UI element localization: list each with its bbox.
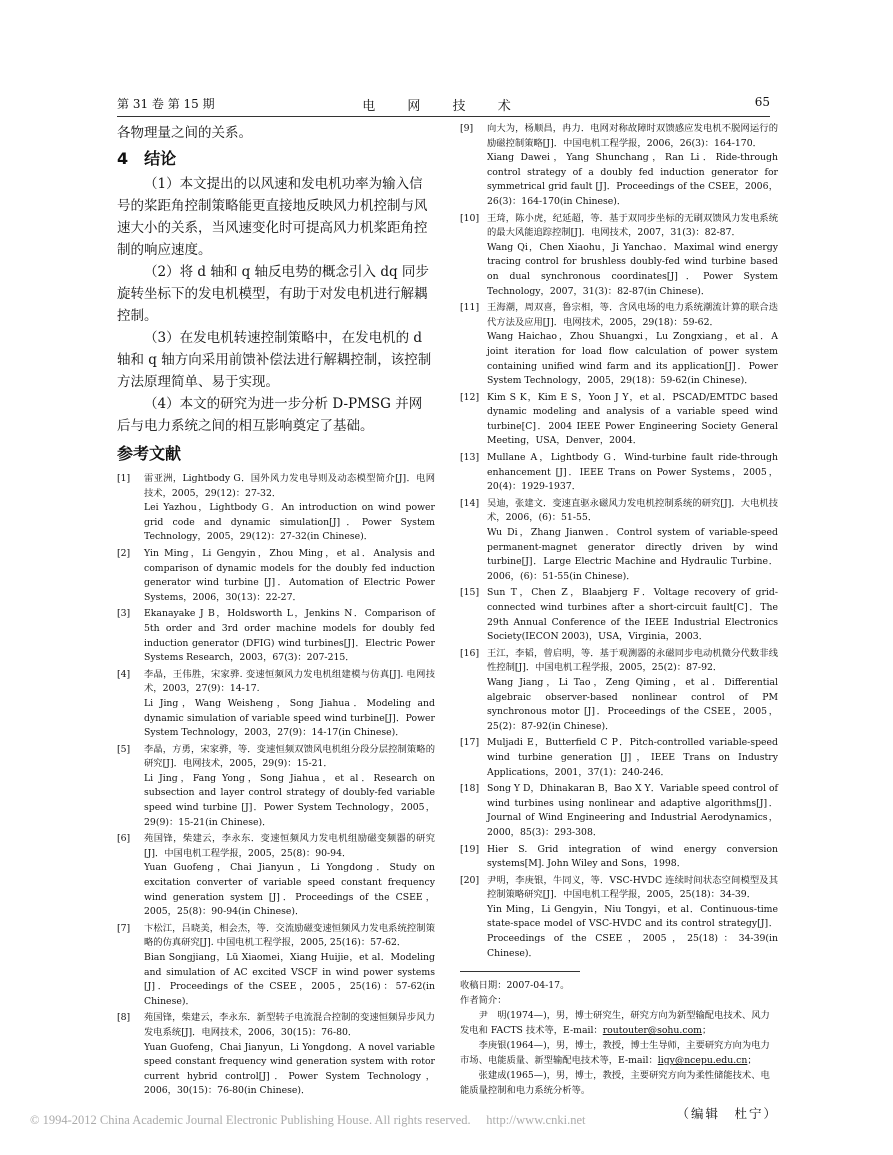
notes-divider xyxy=(460,971,580,972)
authors-label: 作者简介： xyxy=(460,995,507,1007)
reference-item xyxy=(117,472,435,545)
page-header xyxy=(117,95,770,115)
reference-text: 卞松江，吕晓美，相会杰，等．交流励磁变速恒频风力发电系统控制策略的仿真研究[J]. 中国电机工程学报，2005, 25(16)：57-62． xyxy=(144,922,435,949)
reference-number: [13] xyxy=(460,452,480,464)
reference-item xyxy=(460,122,778,210)
issue-info: 第 31 卷 第 15 期 xyxy=(117,97,215,111)
reference-text: 李晶，王伟胜，宋家骅. 变速恒频风力发电机组建模与仿真[J]. 电网技术，2003，27(9)：14-17. xyxy=(144,668,435,695)
reference-text: Wu Di，Zhang Jianwen．Control system of variable-speed permanent-magnet generator directly driven by wind turbine[J]．Large Electric Machine and Hydraulic Turbine．2006，(6)：51-55(in Chinese)． xyxy=(487,527,778,582)
references-title: 参考文献 xyxy=(117,444,182,463)
reference-item xyxy=(460,391,778,449)
reference-text: Bian Songjiang，Lü Xiaomei，Xiang Huijie，et al．Modeling and simulation of AC excited VSCF in wind power systems [J]．Proceedings of the CSEE，2005，25(16)：57-62(in Chinese)． xyxy=(144,952,435,1007)
author-bio-1-end: ； xyxy=(701,1025,712,1037)
reference-number: [9] xyxy=(460,123,474,134)
reference-text: Li Jing，Wang Weisheng，Song Jiahua．Modeling and dynamic simulation of variable speed wind turbine[J]．Power System Technology，2003，27(9)：14-17(in Chinese)． xyxy=(144,697,435,739)
editor-credit: （编辑 杜宁） xyxy=(676,1106,778,1122)
reference-number: [11] xyxy=(460,302,480,314)
author-email-1[interactable]: routouter@sohu.com xyxy=(602,1025,702,1037)
reference-text: 吴迪，张建文．变速直驱永磁风力发电机控制系统的研究[J]．大电机技术，2006，(6)：51-55． xyxy=(487,497,778,524)
author-email-2[interactable]: ligy@ncepu.edu.cn xyxy=(657,1055,748,1067)
right-column xyxy=(460,122,778,1122)
reference-item xyxy=(460,497,778,585)
reference-item xyxy=(117,668,435,741)
reference-text: Ekanayake J B，Holdsworth L，Jenkins N．Comparison of 5th order and 3rd order machine models for doubly fed induction generator (DFIG) wind turbines[J]．Electric Power Systems Research，2003，67(3)：207-215． xyxy=(144,608,435,664)
author-bio-2-end: ； xyxy=(747,1055,757,1067)
conclusion-2: （2）将 d 轴和 q 轴反电势的概念引入 dq 同步旋转坐标下的发电机模型，有助于对发电机进行解耦控制。 xyxy=(117,264,429,324)
reference-item xyxy=(117,922,435,1010)
reference-number: [18] xyxy=(460,783,480,795)
journal-name: 电 网 技 术 xyxy=(362,99,525,114)
reference-item xyxy=(460,212,778,300)
reference-text: Song Y D，Dhinakaran B，Bao X Y．Variable speed control of wind turbines using nonlinear and adaptive algorithms[J]．Journal of Wind Engineering and Industrial Aerodynamics，2000，85(3)：293-308． xyxy=(487,783,778,838)
page-number: 65 xyxy=(754,95,770,109)
reference-number: [15] xyxy=(460,587,480,599)
header-rule xyxy=(117,116,770,117)
reference-text: Yuan Guofeng，Chai Jianyun，Li Yongdong．A novel variable speed constant frequency wind generation system with rotor current hybrid control[J]．Power System Technology，2006，30(15)：76-80(in Chinese)． xyxy=(144,1041,435,1097)
reference-item xyxy=(460,586,778,644)
reference-number: [3] xyxy=(117,608,131,620)
reference-text: 王海潮，周双喜，鲁宗相，等．含风电场的电力系统潮流计算的联合迭代方法及应用[J]．电网技术，2005，29(18)：59-62． xyxy=(487,302,778,328)
left-column xyxy=(117,122,435,1101)
reference-text: 苑国锋，柴建云，李永东．新型转子电流混合控制的变速恒频异步风力发电系统[J]．电网技术，2006，30(15)：76-80． xyxy=(144,1012,435,1038)
reference-text: Wang Haichao，Zhou Shuangxi，Lu Zongxiang，et al．A joint iteration for load flow calculation of power system containing unified wind farm and its application[J]．Power System Technology，2005，29(18)：59-62(in Chinese)． xyxy=(487,331,778,387)
reference-text: Yin Ming，Li Gengyin，Niu Tongyi，et al．Continuous-time state-space model of VSC-HVDC and its control strategy[J]．Proceedings of the CSEE，2005，25(18)：34-39(in Chinese)． xyxy=(487,903,778,959)
reference-text: 王江，李韬，曾启明，等．基于观测器的永磁同步电动机微分代数非线性控制[J]．中国电机工程学报，2005，25(2)：87-92． xyxy=(487,647,778,674)
section-title-conclusion: 4 结论 xyxy=(117,149,177,168)
reference-item xyxy=(460,647,778,735)
reference-number: [5] xyxy=(117,743,131,755)
reference-number: [20] xyxy=(460,874,480,886)
reference-item xyxy=(460,874,778,962)
reference-item xyxy=(117,1011,435,1099)
reference-text: Li Jing，Fang Yong，Song Jiahua，et al．Research on subsection and layer control strategy of doubly-fed variable speed wind turbine [J]．Power System Technology，2005，29(9)：15-21(in Chinese)． xyxy=(144,772,435,828)
reference-number: [4] xyxy=(117,668,131,680)
author-bio-2-text: 李庚银(1964—)，男，博士，教授，博士生导师，主要研究方向为电力市场、电能质量、新型输配电技术等，E-mail： xyxy=(460,1040,770,1067)
reference-text: Lei Yazhou，Lightbody G．An introduction on wind power grid code and dynamic simulation[J]．Power System Technology，2005，29(12)：27-32(in Chinese)． xyxy=(144,502,435,543)
author-bio-1 xyxy=(460,1008,778,1038)
reference-list-right xyxy=(460,122,778,961)
reference-item xyxy=(460,782,778,840)
reference-number: [1] xyxy=(117,473,131,484)
reference-text: 苑国锋，柴建云，李永东．变速恒频风力发电机组励磁变频器的研究[J]．中国电机工程学报，2005，25(8)：90-94． xyxy=(144,833,435,859)
reference-text: 雷亚洲，Lightbody G．国外风力发电导则及动态模型简介[J]．电网技术，2005，29(12)：27-32． xyxy=(144,473,435,499)
reference-text: Mullane A，Lightbody G．Wind-turbine fault ride-through enhancement [J]．IEEE Trans on Power Systems，2005，20(4)：1929-1937． xyxy=(487,452,778,493)
reference-number: [17] xyxy=(460,737,480,749)
reference-text: Xiang Dawei，Yang Shunchang，Ran Li．Ride-through control strategy of a doubly fed induction generator for symmetrical grid fault [J]．Proceedings of the CSEE，2006，26(3)：164-170(in Chinese)． xyxy=(487,152,778,207)
reference-item xyxy=(460,301,778,389)
reference-list-left xyxy=(117,472,435,1099)
reference-text: Wang Jiang，Li Tao，Zeng Qiming，et al．Differential algebraic observer-based nonlinear control of PM synchronous motor [J]．Proceedings of the CSEE，2005，25(2)：87-92(in Chinese)． xyxy=(487,676,778,732)
reference-text: Wang Qi，Chen Xiaohu，Ji Yanchao．Maximal wind energy tracing control for brushless doubly-fed wind turbine based on dual synchronous coordinates[J]．Power System Technology，2007，31(3)：82-87(in Chinese)． xyxy=(487,241,778,297)
reference-item xyxy=(460,451,778,495)
author-bio-3: 张建成(1965—)，男，博士，教授，主要研究方向为柔性储能技术、电能质量控制和电力系统分析等。 xyxy=(460,1070,770,1097)
copyright-footer: © 1994-2012 China Academic Journal Electronic Publishing House. All rights reserved. http://www.cnki.net xyxy=(30,1113,586,1127)
reference-number: [8] xyxy=(117,1012,131,1024)
reference-number: [12] xyxy=(460,391,480,403)
reference-text: 尹明，李庚银，牛同义，等．VSC-HVDC 连续时间状态空间模型及其控制策略研究[J]．中国电机工程学报，2005，25(18)：34-39． xyxy=(487,874,778,901)
reference-number: [6] xyxy=(117,833,131,845)
conclusion-4: （4）本文的研究为进一步分析 D-PMSG 并网后与电力系统之间的相互影响奠定了基础。 xyxy=(117,396,423,434)
intro-line: 各物理量之间的关系。 xyxy=(117,125,252,141)
conclusion-3: （3）在发电机转速控制策略中，在发电机的 d 轴和 q 轴方向采用前馈补偿法进行解耦控制，该控制方法原理简单、易于实现。 xyxy=(117,330,432,390)
reference-number: [19] xyxy=(460,843,480,855)
reference-item xyxy=(117,547,435,605)
reference-text: Yuan Guofeng，Chai Jianyun，Li Yongdong．Study on excitation converter of variable speed constant frequency wind generation system [J]．Proceedings of the CSEE，2005，25(8)：90-94(in Chinese)． xyxy=(144,862,435,918)
reference-number: [16] xyxy=(460,647,480,659)
reference-item xyxy=(117,832,435,920)
reference-text: 向大为，杨顺昌，冉力．电网对称故障时双馈感应发电机不脱网运行的励磁控制策略[J]．中国电机工程学报，2006，26(3)：164-170． xyxy=(487,123,778,149)
reference-text: Yin Ming，Li Gengyin，Zhou Ming，et al．Analysis and comparison of dynamic models for the doubly fed induction generator wind turbine [J]．Automation of Electric Power Systems，2006，30(13)：22-27． xyxy=(144,547,435,603)
reference-item xyxy=(117,743,435,831)
reference-text: Hier S. Grid integration of wind energy conversion systems[M]. John Wiley and Sons，1998． xyxy=(487,843,778,870)
reference-number: [14] xyxy=(460,497,480,509)
conclusion-1: （1）本文提出的以风速和发电机功率为输入信号的桨距角控制策略能更直接地反映风力机控制与风速大小的关系，当风速变化时可提高风力机桨距角控制的响应速度。 xyxy=(117,176,428,258)
reference-text: Sun T，Chen Z，Blaabjerg F．Voltage recovery of grid-connected wind turbines after a short-circuit fault[C]．The 29th Annual Conference of the IEEE Industrial Electronics Society(IECON 2003)，USA，Virginia，2003． xyxy=(487,587,778,643)
reference-number: [2] xyxy=(117,547,131,559)
reference-text: 李晶，方勇，宋家骅，等．变速恒频双馈风电机组分段分层控制策略的研究[J]．电网技术，2005，29(9)：15-21． xyxy=(144,743,435,770)
reference-item xyxy=(460,736,778,780)
author-bio-2 xyxy=(460,1038,778,1068)
reference-item xyxy=(460,843,778,872)
article-notes xyxy=(460,978,778,1098)
received-date: 收稿日期：2007-04-17。 xyxy=(460,980,570,992)
reference-text: Muljadi E，Butterfield C P．Pitch-controlled variable-speed wind turbine generation [J]，IEEE Trans on Industry Applications，2001，37(1)：240-246． xyxy=(487,737,778,778)
author-bio-1-text: 尹 明(1974—)，男，博士研究生，研究方向为新型输配电技术、风力发电和 FACTS 技术等，E-mail： xyxy=(460,1010,770,1037)
reference-text: Kim S K，Kim E S，Yoon J Y，et al．PSCAD/EMTDC based dynamic modeling and analysis of a variable speed wind turbine[C]．2004 IEEE Power Engineering Society General Meeting，USA，Denver，2004． xyxy=(487,391,778,447)
reference-number: [7] xyxy=(117,922,131,934)
reference-item xyxy=(117,607,435,665)
reference-number: [10] xyxy=(460,212,480,224)
reference-text: 王琦，陈小虎，纪延超，等．基于双同步坐标的无刷双馈风力发电系统的最大风能追踪控制[J]．电网技术，2007，31(3)：82-87． xyxy=(487,212,778,239)
